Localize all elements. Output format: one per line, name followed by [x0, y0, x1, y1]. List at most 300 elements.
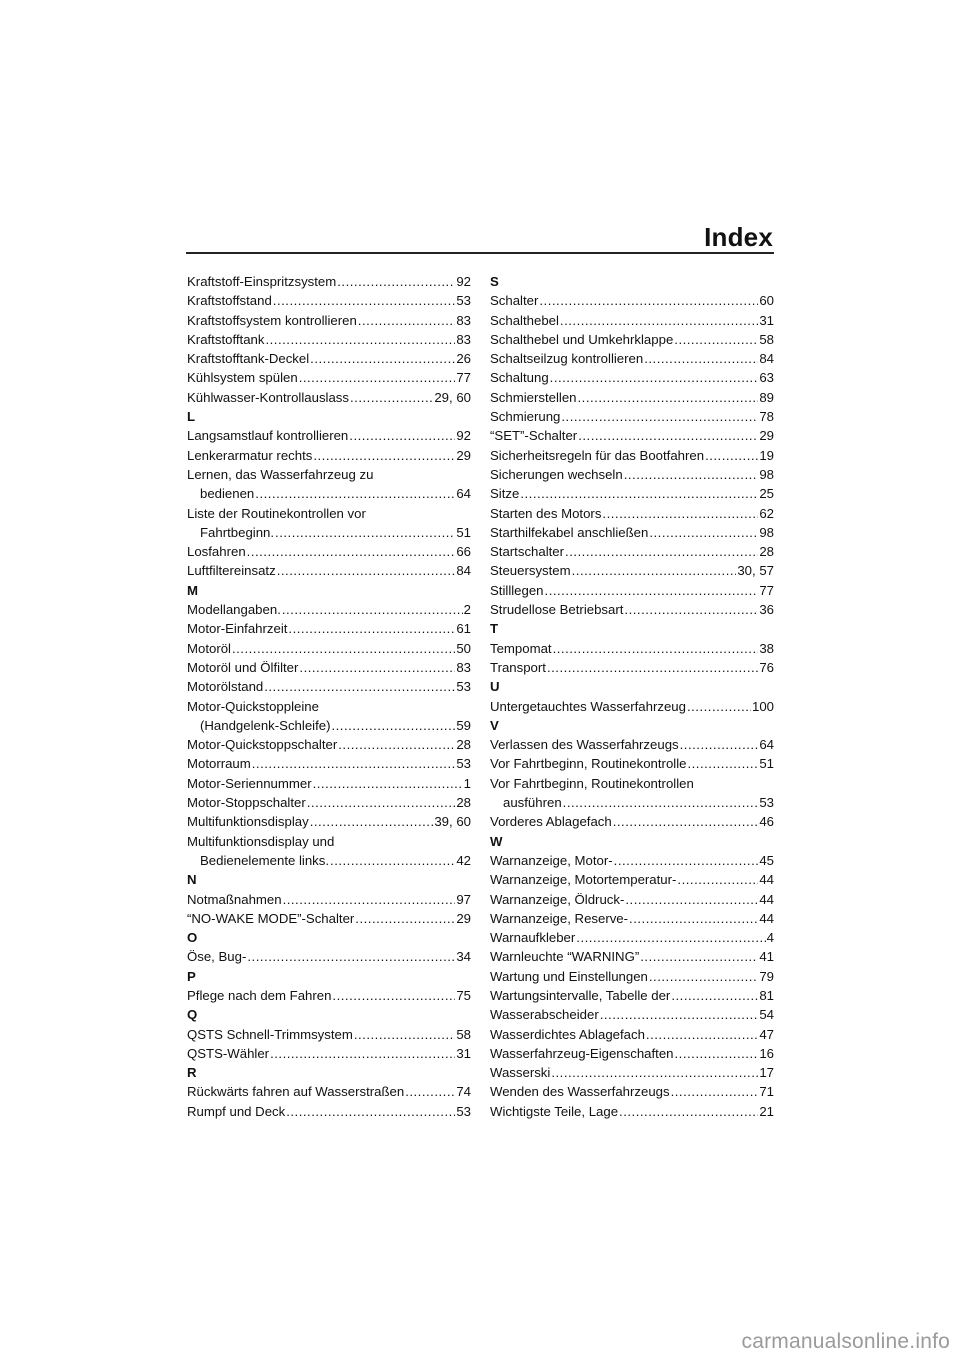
dot-leader [313, 774, 463, 793]
page-number: 46 [759, 814, 774, 830]
dot-leader [629, 909, 758, 928]
dot-leader [680, 735, 759, 754]
page-number: 92 [456, 428, 471, 444]
dot-leader [270, 1044, 455, 1063]
watermark: carmanualsonline.info [741, 1330, 950, 1353]
page-number: 21 [759, 1103, 774, 1119]
index-term: Startschalter [490, 544, 565, 560]
index-entry-text: Motor-Quickstoppleine [187, 698, 319, 714]
index-letter-heading: M [187, 582, 198, 598]
index-entry [490, 523, 774, 542]
page-number: 59 [456, 717, 471, 733]
page-number: 28 [759, 544, 774, 560]
index-entry [490, 542, 774, 561]
dot-leader [624, 600, 758, 619]
dot-leader [624, 465, 759, 484]
index-entry [490, 349, 774, 368]
dot-leader [550, 368, 759, 387]
page-number: 44 [759, 891, 774, 907]
dot-leader [338, 735, 455, 754]
index-term: Kraftstofftank [187, 331, 265, 347]
page-number: 38 [759, 640, 774, 656]
index-entry [187, 851, 471, 870]
index-term: Kühlsystem spülen [187, 370, 298, 386]
index-term: Schalter [490, 293, 539, 309]
index-entry [490, 1025, 774, 1044]
dot-leader [299, 658, 455, 677]
dot-leader [619, 1102, 758, 1121]
index-entry [490, 735, 774, 754]
page-number: 42 [456, 852, 471, 868]
dot-leader [644, 349, 758, 368]
index-entry [187, 446, 471, 465]
index-entry [187, 484, 471, 503]
index-entry [187, 909, 471, 928]
dot-leader [247, 542, 456, 561]
dot-leader [671, 1082, 759, 1101]
index-entry [490, 658, 774, 677]
index-term: Warnaufkleber [490, 930, 576, 946]
dot-leader [349, 426, 455, 445]
index-term: Losfahren [187, 544, 246, 560]
dot-leader [553, 639, 759, 658]
index-letter-heading: V [490, 717, 499, 733]
index-term: Tempomat [490, 640, 552, 656]
page-number: 58 [759, 331, 774, 347]
page-number: 45 [759, 852, 774, 868]
page-number: 84 [456, 563, 471, 579]
index-letter-heading: R [187, 1065, 197, 1081]
page-number: 29 [456, 910, 471, 926]
index-term: Wenden des Wasserfahrzeugs [490, 1084, 670, 1100]
index-term: Wasserski [490, 1065, 551, 1081]
dot-leader [405, 1082, 455, 1101]
index-term: Bedienelemente links. [200, 852, 330, 868]
dot-leader [255, 484, 455, 503]
dot-leader [614, 851, 759, 870]
index-term: Steuersystem [490, 563, 571, 579]
page-number: 50 [456, 640, 471, 656]
dot-leader [310, 349, 455, 368]
page-number: 77 [759, 582, 774, 598]
page-number: 34 [456, 949, 471, 965]
dot-leader [576, 928, 765, 947]
index-entry [187, 291, 471, 310]
page-number: 89 [759, 389, 774, 405]
dot-leader [232, 639, 455, 658]
page-number: 75 [456, 987, 471, 1003]
page-number: 63 [759, 370, 774, 386]
index-entry [187, 600, 471, 619]
index-entry [490, 1102, 774, 1121]
index-entry [490, 754, 774, 773]
dot-leader [252, 754, 456, 773]
index-term: Schalthebel [490, 312, 559, 328]
page-number: 47 [759, 1026, 774, 1042]
index-column-left [187, 272, 471, 1121]
dot-leader [283, 890, 456, 909]
page-number: 41 [759, 949, 774, 965]
dot-leader [332, 986, 455, 1005]
index-entry [187, 1044, 471, 1063]
index-term: Sitze [490, 486, 520, 502]
page-number: 44 [759, 872, 774, 888]
dot-leader [299, 368, 456, 387]
dot-leader [331, 716, 455, 735]
index-term: Lenkerarmatur rechts [187, 447, 313, 463]
index-entry [490, 484, 774, 503]
index-term: Langsamstlauf kontrollieren [187, 428, 349, 444]
index-term: Warnanzeige, Motortemperatur- [490, 872, 677, 888]
index-entry [490, 368, 774, 387]
page-number: 17 [759, 1065, 774, 1081]
page-number: 30, 57 [737, 563, 774, 579]
dot-leader [646, 1025, 758, 1044]
index-entry [187, 754, 471, 773]
page-number: 64 [759, 737, 774, 753]
index-entry [490, 600, 774, 619]
index-entry [490, 581, 774, 600]
dot-leader [677, 870, 758, 889]
index-entry [490, 1005, 774, 1024]
page-number: 60 [759, 293, 774, 309]
index-term: Strudellose Betriebsart [490, 602, 624, 618]
index-term: Vorderes Ablagefach [490, 814, 612, 830]
index-term: Warnanzeige, Motor- [490, 852, 613, 868]
page-number: 100 [751, 698, 774, 714]
page-number: 31 [759, 312, 774, 328]
index-entry [490, 330, 774, 349]
index-term: Warnanzeige, Öldruck- [490, 891, 625, 907]
index-term: Vor Fahrtbeginn, Routinekontrolle [490, 756, 687, 772]
index-entry [490, 793, 774, 812]
index-entry [490, 561, 774, 580]
dot-leader [355, 909, 455, 928]
index-term: Fahrtbeginn. [200, 524, 275, 540]
page-number: 16 [759, 1045, 774, 1061]
page-number: 51 [759, 756, 774, 772]
index-entry [490, 697, 774, 716]
dot-leader [565, 542, 758, 561]
index-term: Motor-Quickstoppschalter [187, 737, 338, 753]
index-entry-text: Multifunktionsdisplay und [187, 833, 335, 849]
index-term: Motorraum [187, 756, 251, 772]
index-entry [490, 311, 774, 330]
page-number: 53 [456, 756, 471, 772]
index-entry [187, 619, 471, 638]
index-entry [187, 311, 471, 330]
index-letter-heading: P [187, 968, 196, 984]
page-number: 26 [456, 351, 471, 367]
dot-leader [273, 291, 456, 310]
index-term: Warnleuchte “WARNING” [490, 949, 640, 965]
index-entry [187, 890, 471, 909]
page-number: 4 [766, 930, 774, 946]
page-number: 39, 60 [434, 814, 471, 830]
page-number: 53 [456, 1103, 471, 1119]
index-term: Sicherheitsregeln für das Bootfahren [490, 447, 705, 463]
dot-leader [551, 1063, 758, 1082]
dot-leader [358, 311, 456, 330]
index-entry [187, 426, 471, 445]
page-number: 53 [456, 679, 471, 695]
index-letter-heading: L [187, 409, 196, 425]
index-letter-heading: Q [187, 1007, 198, 1023]
index-term: Starten des Motors [490, 505, 602, 521]
index-term: Notmaßnahmen [187, 891, 282, 907]
page-number: 83 [456, 312, 471, 328]
dot-leader [675, 1044, 759, 1063]
index-term: Multifunktionsdisplay [187, 814, 309, 830]
page-number: 29 [759, 428, 774, 444]
dot-leader [282, 600, 463, 619]
index-term: Stilllegen [490, 582, 544, 598]
dot-leader [563, 793, 759, 812]
dot-leader [310, 812, 434, 831]
dot-leader [330, 851, 455, 870]
index-term: Schaltung [490, 370, 549, 386]
dot-leader [640, 947, 758, 966]
index-entry [187, 542, 471, 561]
index-term: Schmierstellen [490, 389, 577, 405]
page-number: 19 [759, 447, 774, 463]
page-title: Index [704, 222, 773, 252]
index-entry [490, 639, 774, 658]
index-entry [187, 986, 471, 1005]
index-term: Warnanzeige, Reserve- [490, 910, 629, 926]
index-entry [490, 812, 774, 831]
page-number: 53 [456, 293, 471, 309]
index-term: Kraftstoff-Einspritzsystem [187, 274, 337, 289]
index-term: (Handgelenk-Schleife) [200, 717, 331, 733]
index-entry [490, 446, 774, 465]
dot-leader [625, 890, 758, 909]
dot-leader [602, 504, 758, 523]
page-number: 36 [759, 602, 774, 618]
index-entry [187, 368, 471, 387]
dot-leader [265, 330, 455, 349]
index-entry [490, 388, 774, 407]
index-entry [187, 349, 471, 368]
index-term: Untergetauchtes Wasserfahrzeug [490, 698, 686, 714]
page-number: 29 [456, 447, 471, 463]
page-number: 25 [759, 486, 774, 502]
index-term: bedienen [200, 486, 255, 502]
page-number: 78 [759, 409, 774, 425]
index-entry [187, 523, 471, 542]
page-number: 76 [759, 659, 774, 675]
page-number: 28 [456, 795, 471, 811]
page-number: 61 [456, 621, 471, 637]
index-entry [490, 1082, 774, 1101]
index-entry [187, 1102, 471, 1121]
dot-leader [674, 330, 758, 349]
page-number: 2 [463, 602, 471, 618]
dot-leader [705, 446, 758, 465]
dot-leader [350, 388, 433, 407]
index-term: QSTS Schnell-Trimmsystem [187, 1026, 353, 1042]
index-term: QSTS-Wähler [187, 1045, 270, 1061]
page-number: 54 [759, 1007, 774, 1023]
index-entry [187, 1025, 471, 1044]
index-term: “NO-WAKE MODE”-Schalter [187, 910, 355, 926]
index-entry [187, 735, 471, 754]
index-term: Wasserfahrzeug-Eigenschaften [490, 1045, 674, 1061]
index-term: Kühlwasser-Kontrollauslass [187, 389, 349, 405]
index-term: Wartungsintervalle, Tabelle der [490, 987, 671, 1003]
index-term: Rumpf und Deck [187, 1103, 286, 1119]
index-entry [490, 426, 774, 445]
index-term: Schmierung [490, 409, 561, 425]
title-divider [186, 252, 774, 254]
page-number: 98 [759, 524, 774, 540]
page-number: 83 [456, 331, 471, 347]
index-entry-text: Lernen, das Wasserfahrzeug zu [187, 466, 374, 482]
page-number: 44 [759, 910, 774, 926]
dot-leader [578, 388, 759, 407]
index-letter-heading: S [490, 274, 499, 289]
dot-leader [288, 619, 455, 638]
dot-leader [687, 754, 758, 773]
index-letter-heading: T [490, 621, 499, 637]
page-number: 64 [456, 486, 471, 502]
dot-leader [547, 658, 758, 677]
index-term: Motorölstand [187, 679, 264, 695]
page-number: 62 [759, 505, 774, 521]
dot-leader [613, 812, 759, 831]
index-term: Motor-Seriennummer [187, 775, 312, 791]
index-entry [490, 967, 774, 986]
index-entry [187, 561, 471, 580]
dot-leader [560, 311, 758, 330]
index-term: Motoröl [187, 640, 231, 656]
page-number: 97 [456, 891, 471, 907]
index-entry [187, 793, 471, 812]
index-entry [490, 947, 774, 966]
index-term: Motor-Stoppschalter [187, 795, 306, 811]
index-entry [490, 1044, 774, 1063]
dot-leader [687, 697, 751, 716]
index-entry [187, 272, 471, 291]
dot-leader [337, 272, 455, 291]
index-term: Sicherungen wechseln [490, 466, 623, 482]
index-entry [490, 291, 774, 310]
index-term: Kraftstofftank-Deckel [187, 351, 310, 367]
page-number: 79 [759, 968, 774, 984]
dot-leader [578, 426, 758, 445]
index-term: Wasserabscheider [490, 1007, 599, 1023]
index-entry [187, 947, 471, 966]
page-number: 51 [456, 524, 471, 540]
index-term: Wichtigste Teile, Lage [490, 1103, 619, 1119]
index-entry [187, 812, 471, 831]
index-term: Motor-Einfahrzeit [187, 621, 288, 637]
dot-leader [520, 484, 758, 503]
page-number: 31 [456, 1045, 471, 1061]
index-entry [490, 890, 774, 909]
index-entry [490, 870, 774, 889]
index-letter-heading: N [187, 872, 197, 888]
dot-leader [313, 446, 455, 465]
dot-leader [264, 677, 455, 696]
page-number: 53 [759, 795, 774, 811]
index-term: Modellangaben. [187, 602, 281, 618]
index-term: ausführen [503, 795, 562, 811]
page-number: 58 [456, 1026, 471, 1042]
page-number: 77 [456, 370, 471, 386]
page-number: 29, 60 [434, 389, 471, 405]
dot-leader [275, 523, 455, 542]
dot-leader [649, 967, 758, 986]
dot-leader [286, 1102, 455, 1121]
page-number: 83 [456, 659, 471, 675]
index-entry [490, 909, 774, 928]
index-entry [187, 1082, 471, 1101]
index-letter-heading: W [490, 833, 503, 849]
page-number: 92 [456, 274, 471, 289]
page-number: 74 [456, 1084, 471, 1100]
index-term: Wartung und Einstellungen [490, 968, 648, 984]
index-term: Starthilfekabel anschließen [490, 524, 649, 540]
index-term: Rückwärts fahren auf Wasserstraßen [187, 1084, 405, 1100]
page-number: 71 [759, 1084, 774, 1100]
page-number: 28 [456, 737, 471, 753]
dot-leader [572, 561, 737, 580]
index-letter-heading: O [187, 930, 198, 946]
index-term: Motoröl und Ölfilter [187, 659, 299, 675]
index-term: Pflege nach dem Fahren [187, 987, 332, 1003]
dot-leader [545, 581, 759, 600]
dot-leader [307, 793, 456, 812]
index-term: Wasserdichtes Ablagefach [490, 1026, 645, 1042]
index-entry [187, 388, 471, 407]
index-column-right [490, 272, 774, 1121]
index-entry [490, 1063, 774, 1082]
page-number: 1 [463, 775, 471, 791]
index-term: Öse, Bug- [187, 949, 247, 965]
index-term: “SET”-Schalter [490, 428, 578, 444]
index-entry [490, 986, 774, 1005]
page-number: 81 [759, 987, 774, 1003]
index-term: Verlassen des Wasserfahrzeugs [490, 737, 679, 753]
dot-leader [671, 986, 758, 1005]
index-entry [187, 677, 471, 696]
index-entry [187, 716, 471, 735]
dot-leader [247, 947, 455, 966]
page-number: 84 [759, 351, 774, 367]
dot-leader [539, 291, 758, 310]
index-entry [490, 928, 774, 947]
index-entry [490, 465, 774, 484]
index-term: Transport [490, 659, 546, 675]
dot-leader [354, 1025, 455, 1044]
dot-leader [600, 1005, 759, 1024]
index-entry [187, 330, 471, 349]
index-term: Kraftstoffsystem kontrollieren [187, 312, 357, 328]
index-entry [490, 504, 774, 523]
page-number: 98 [759, 466, 774, 482]
index-entry [187, 774, 471, 793]
index-entry [187, 658, 471, 677]
index-entry [490, 407, 774, 426]
dot-leader [277, 561, 456, 580]
index-term: Schaltseilzug kontrollieren [490, 351, 644, 367]
page-number: 66 [456, 544, 471, 560]
dot-leader [561, 407, 758, 426]
index-term: Kraftstoffstand [187, 293, 272, 309]
index-entry [490, 851, 774, 870]
dot-leader [649, 523, 758, 542]
